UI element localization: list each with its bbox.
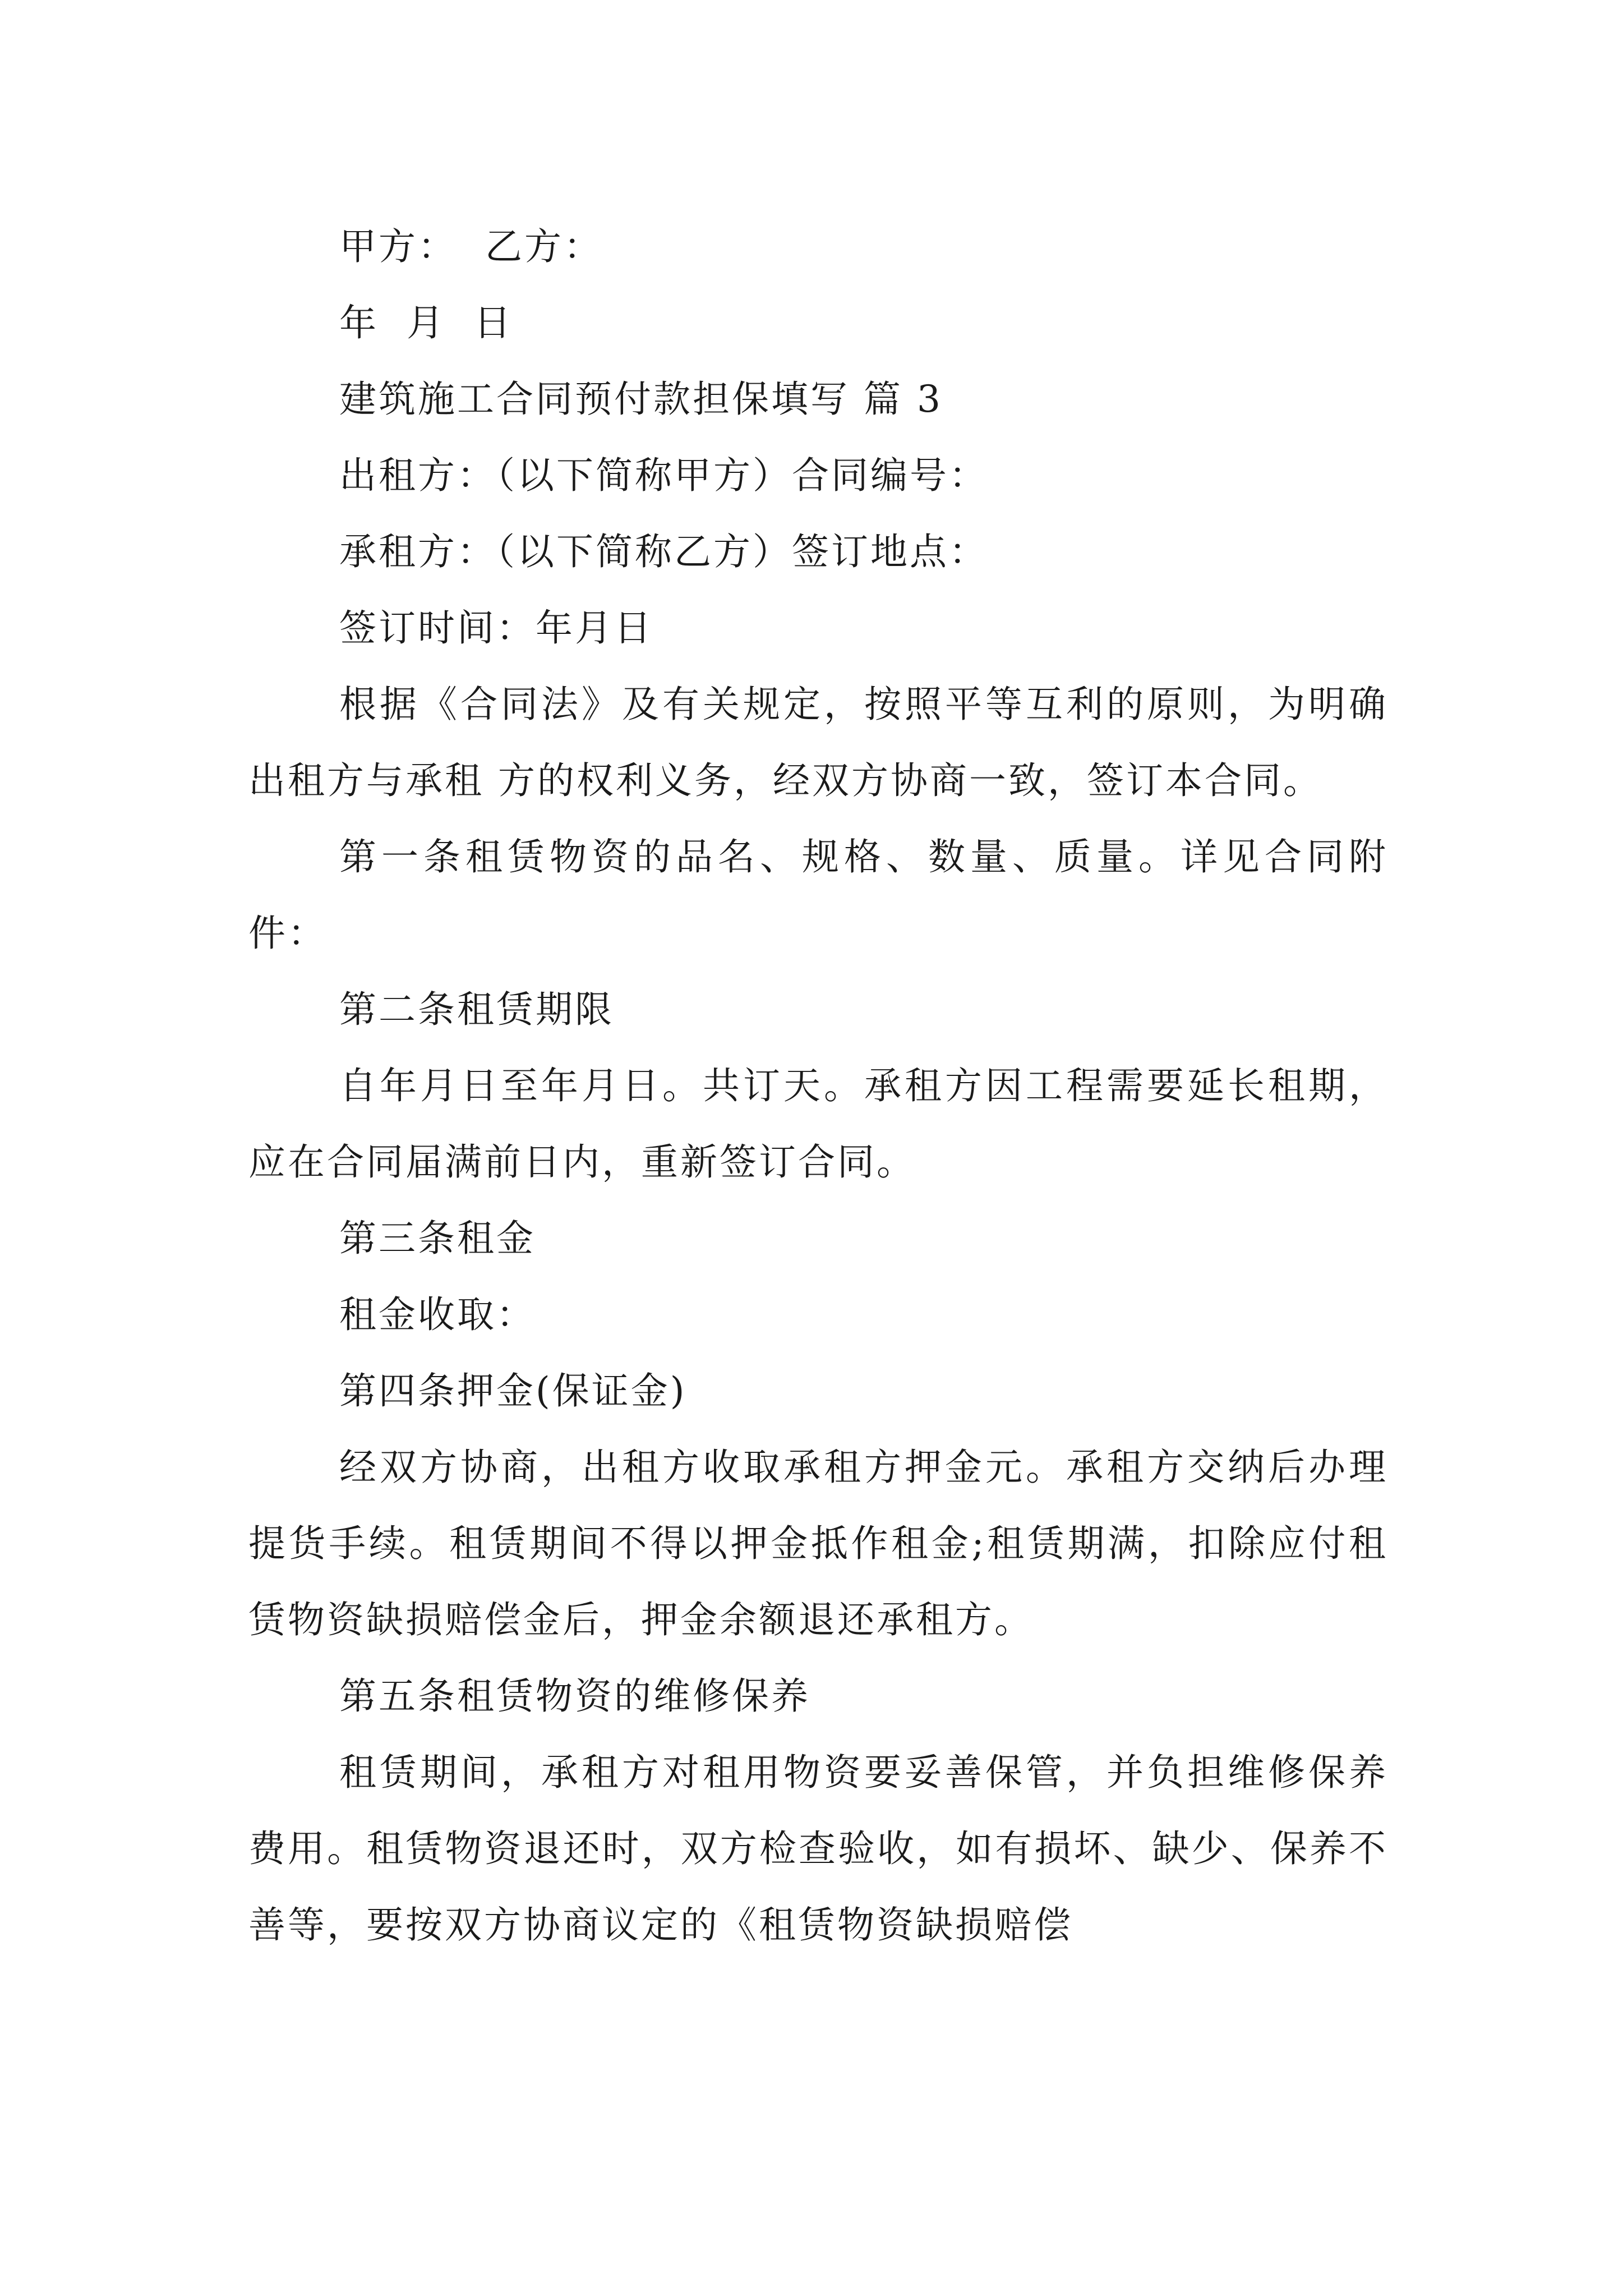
section-title: 建筑施工合同预付款担保填写 篇 3 xyxy=(339,378,943,421)
article-4-body: 经双方协商，出租方收取承租方押金元。承租方交纳后办理提货手续。租赁期间不得以押金抵作租金;租赁期满，扣除应付租赁物资缺损赔偿金后，押金余额退还承租方。 xyxy=(248,1446,1388,1641)
lessor-line: 出租方：（以下简称甲方）合同编号： xyxy=(339,454,988,497)
date-line: 年 月 日 xyxy=(339,301,513,344)
article-4-heading: 第四条押金(保证金) xyxy=(339,1369,687,1412)
lessee-line: 承租方：（以下简称乙方）签订地点： xyxy=(339,530,988,573)
signing-time-line: 签订时间：年月日 xyxy=(339,606,653,650)
article-2-heading: 第二条租赁期限 xyxy=(339,988,614,1031)
article-2-body: 自年月日至年月日。共订天。承租方因工程需要延长租期，应在合同届满前日内，重新签订合同。 xyxy=(248,1064,1388,1184)
article-1: 第一条租赁物资的品名、规格、数量、质量。详见合同附件： xyxy=(248,835,1388,955)
document-body xyxy=(248,209,1388,1963)
article-3-heading: 第三条租金 xyxy=(339,1217,536,1260)
article-3-body: 租金收取： xyxy=(339,1293,536,1336)
signature-parties-line: 甲方： 乙方： xyxy=(339,225,603,268)
preamble-paragraph: 根据《合同法》及有关规定，按照平等互利的原则，为明确出租方与承租 方的权利义务，经双方协商一致，签订本合同。 xyxy=(248,683,1388,802)
article-5-heading: 第五条租赁物资的维修保养 xyxy=(339,1674,810,1718)
article-5-body: 租赁期间，承租方对租用物资要妥善保管，并负担维修保养费用。租赁物资退还时，双方检查验收，如有损坏、缺少、保养不善等，要按双方协商议定的《租赁物资缺损赔偿 xyxy=(248,1751,1388,1947)
